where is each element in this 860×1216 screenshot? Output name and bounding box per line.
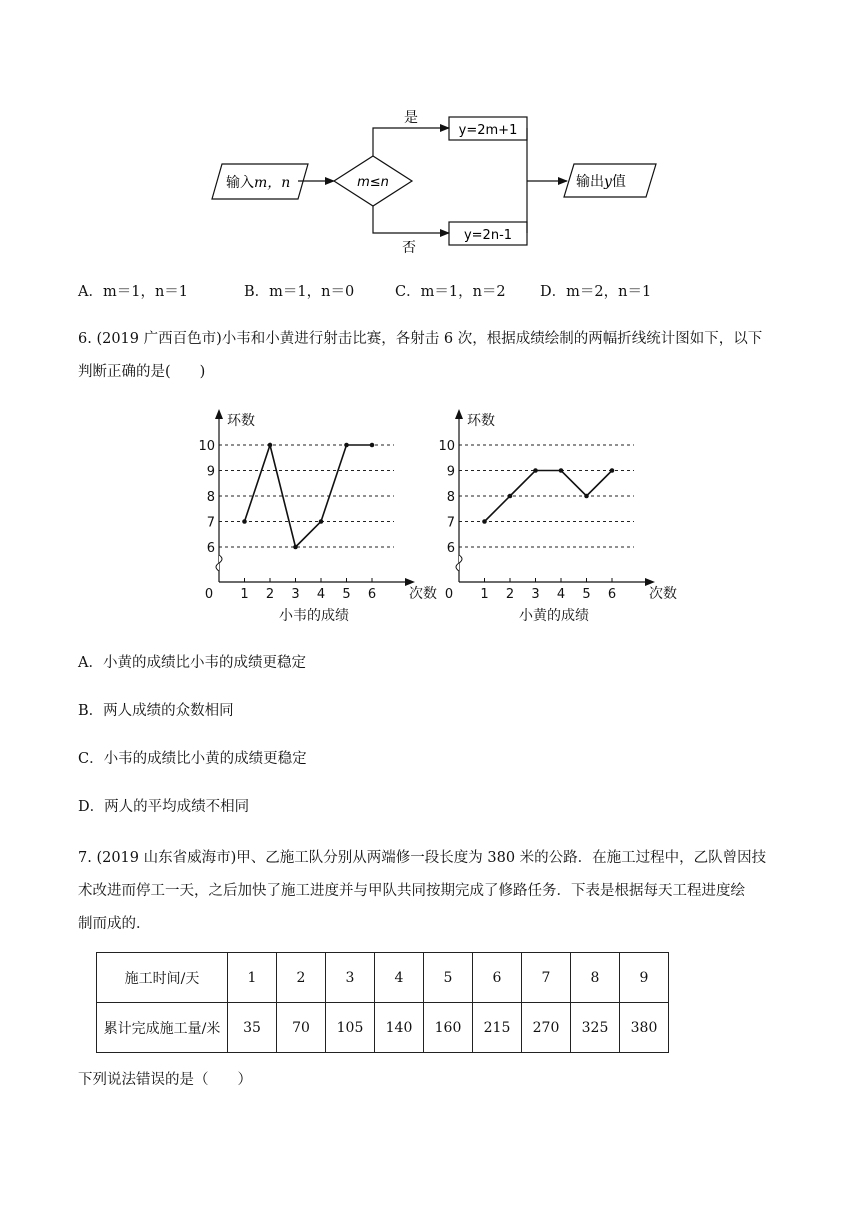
q5-option-d: D．m＝2，n＝1 — [540, 284, 652, 300]
y-axis-arrow — [455, 409, 463, 419]
y-tick-label: 9 — [446, 464, 455, 480]
x-tick-label: 0 — [444, 587, 454, 602]
q5-option-b: B．m＝1，n＝0 — [244, 284, 355, 300]
yes-label: 是 — [404, 110, 418, 126]
charts — [190, 405, 680, 635]
y-axis-label: 环数 — [227, 413, 255, 429]
x-tick-label: 3 — [291, 587, 300, 602]
q5-option-c: C．m＝1，n＝2 — [395, 284, 506, 300]
yes-expr: y=2m+1 — [458, 123, 518, 138]
q7-stem-line2: 术改进而停工一天，之后加快了施工进度并与甲队共同按期完成了修路任务．下表是根据每天工程进度绘 — [78, 883, 745, 899]
data-point — [482, 519, 487, 524]
table-cell: 270 — [522, 1003, 571, 1053]
table-cell: 7 — [522, 953, 571, 1003]
table-cell: 5 — [424, 953, 473, 1003]
y-axis-label: 环数 — [467, 413, 495, 429]
x-axis-arrow — [405, 578, 415, 586]
output-label: 输出y值 — [576, 174, 626, 190]
x-axis-arrow — [645, 578, 655, 586]
table-row — [97, 953, 669, 1003]
table-cell: 2 — [277, 953, 326, 1003]
table-header-amount: 累计完成施工量/米 — [97, 1003, 228, 1053]
x-axis-label: 次数 — [409, 586, 437, 602]
y-tick-label: 6 — [446, 541, 455, 556]
x-tick-label: 4 — [316, 587, 326, 602]
q6-option-a: A．小黄的成绩比小韦的成绩更稳定 — [78, 655, 306, 671]
table-cell: 215 — [473, 1003, 522, 1053]
y-tick-label: 9 — [206, 464, 215, 480]
table-cell: 140 — [375, 1003, 424, 1053]
table-cell: 35 — [228, 1003, 277, 1053]
data-point — [508, 494, 513, 499]
chart-title: 小韦的成绩 — [279, 608, 349, 624]
x-tick-label: 4 — [556, 587, 566, 602]
input-label: 输入m，n — [226, 175, 291, 191]
chart-title: 小黄的成绩 — [519, 608, 589, 624]
table-cell: 8 — [571, 953, 620, 1003]
table-cell: 3 — [326, 953, 375, 1003]
x-tick-label: 6 — [607, 587, 617, 602]
progress-table — [96, 952, 669, 1053]
flowchart — [0, 0, 860, 265]
y-tick-label: 8 — [446, 490, 455, 505]
x-tick-label: 3 — [531, 587, 540, 602]
table-cell: 9 — [620, 953, 669, 1003]
q7-stem-line3: 制而成的． — [78, 916, 151, 932]
y-tick-label: 10 — [198, 439, 215, 454]
data-point — [319, 519, 324, 524]
data-point — [293, 545, 298, 550]
y-axis-arrow — [215, 409, 223, 419]
x-tick-label: 1 — [240, 587, 249, 602]
table-cell: 325 — [571, 1003, 620, 1053]
y-tick-label: 8 — [206, 490, 215, 505]
data-point — [610, 468, 615, 473]
table-cell: 6 — [473, 953, 522, 1003]
x-tick-label: 2 — [505, 587, 515, 602]
q6-stem-line2: 判断正确的是( ) — [78, 364, 206, 380]
x-axis-label: 次数 — [649, 586, 677, 602]
x-tick-label: 5 — [582, 587, 591, 602]
y-tick-label: 7 — [446, 515, 455, 531]
table-cell: 380 — [620, 1003, 669, 1053]
y-tick-label: 7 — [206, 515, 215, 531]
q6-stem-line1: 6. (2019 广西百色市)小韦和小黄进行射击比赛，各射击 6 次，根据成绩绘制的两幅折线统计图如下，以下 — [78, 331, 763, 347]
axis-break — [216, 555, 222, 571]
table-row — [97, 1003, 669, 1053]
q7-question: 下列说法错误的是（ ） — [78, 1072, 252, 1088]
data-point — [268, 443, 273, 448]
data-point — [533, 468, 538, 473]
y-tick-label: 10 — [438, 439, 455, 454]
data-point — [559, 468, 564, 473]
table-cell: 4 — [375, 953, 424, 1003]
x-tick-label: 6 — [367, 587, 377, 602]
data-point — [242, 519, 247, 524]
x-tick-label: 5 — [342, 587, 351, 602]
no-expr: y=2n-1 — [463, 228, 513, 243]
q7-stem-line1: 7. (2019 山东省威海市)甲、乙施工队分别从两端修一段长度为 380 米的公路．在施工过程中，乙队曾因技 — [78, 850, 767, 866]
x-tick-label: 0 — [204, 587, 214, 602]
q6-option-c: C．小韦的成绩比小黄的成绩更稳定 — [78, 751, 307, 767]
table-cell: 1 — [228, 953, 277, 1003]
axis-break — [456, 555, 462, 571]
q6-option-b: B．两人成绩的众数相同 — [78, 703, 234, 719]
data-point — [344, 443, 349, 448]
condition-text: m≤n — [357, 175, 389, 190]
table-cell: 105 — [326, 1003, 375, 1053]
data-point — [370, 443, 375, 448]
q5-option-a: A．m＝1，n＝1 — [78, 284, 189, 300]
table-header-days: 施工时间/天 — [97, 953, 228, 1003]
table-cell: 70 — [277, 1003, 326, 1053]
table-cell: 160 — [424, 1003, 473, 1053]
data-point — [584, 494, 589, 499]
x-tick-label: 1 — [480, 587, 489, 602]
y-tick-label: 6 — [206, 541, 215, 556]
x-tick-label: 2 — [265, 587, 275, 602]
q6-option-d: D．两人的平均成绩不相同 — [78, 799, 250, 815]
no-label: 否 — [402, 240, 416, 256]
